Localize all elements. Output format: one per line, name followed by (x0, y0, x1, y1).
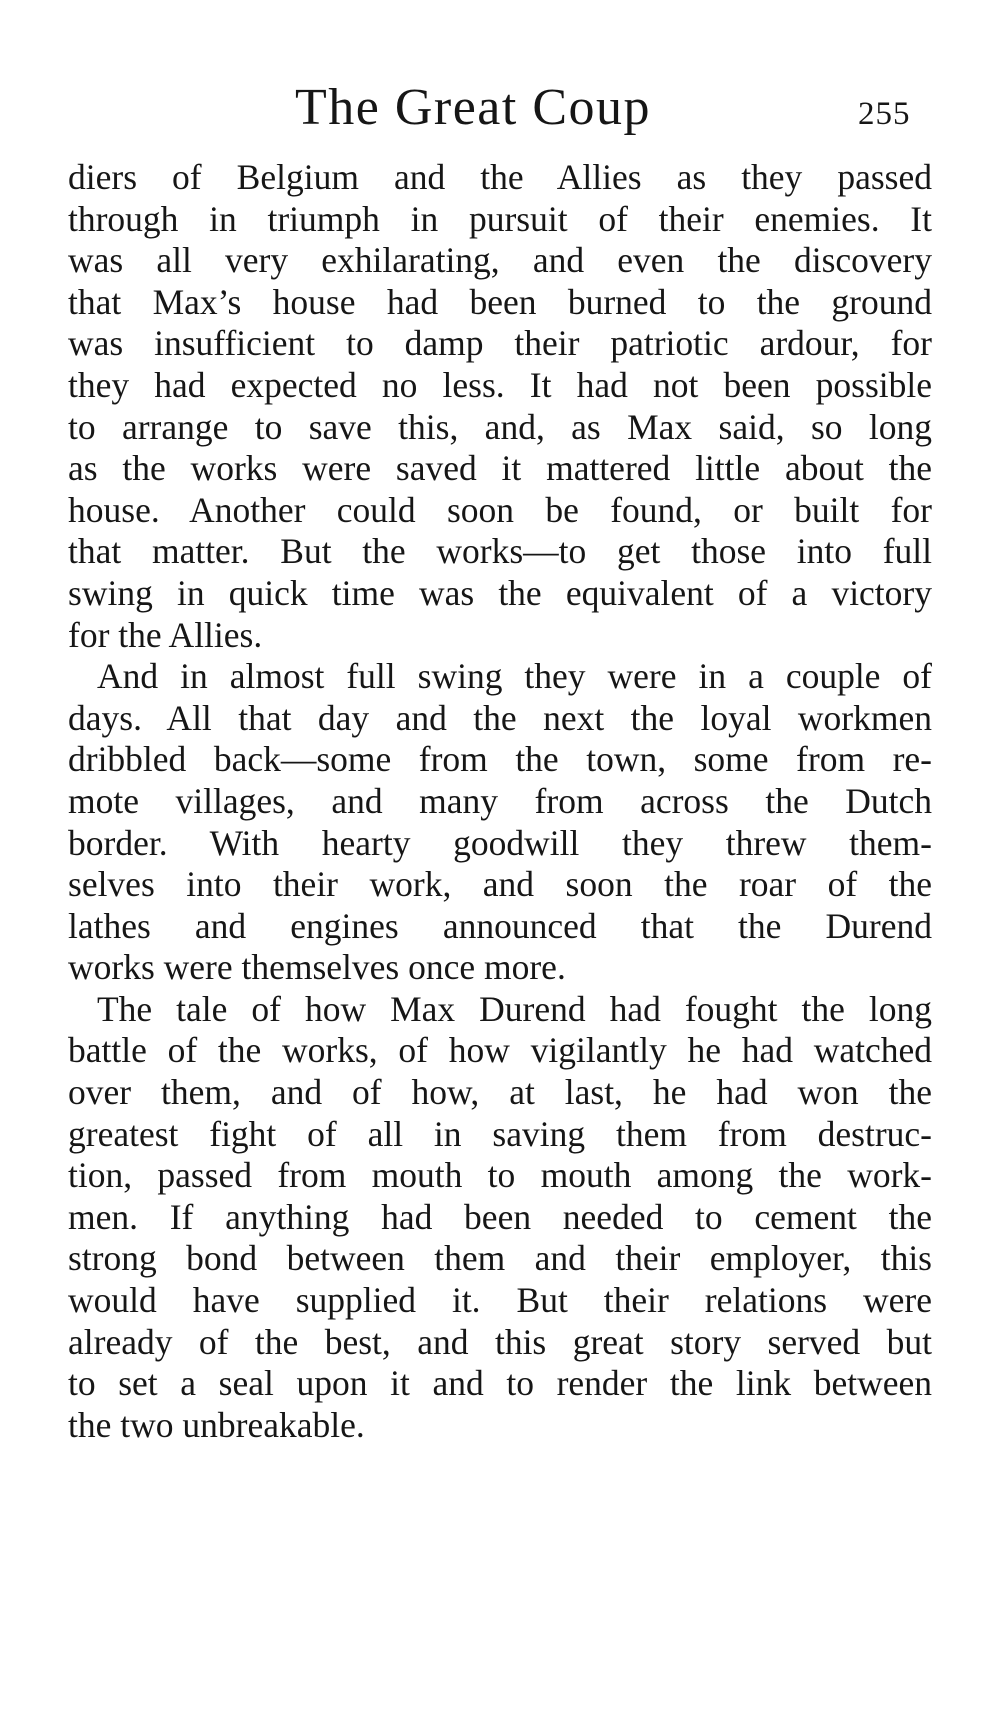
text-line: was insufficient to damp their patriotic ardour, for (68, 323, 932, 364)
text-line: was all very exhilarating, and even the discovery (68, 240, 932, 281)
text-line: strong bond between them and their employer, this (68, 1238, 932, 1279)
text-line: that matter. But the works—to get those into full (68, 531, 932, 572)
text-line: works were themselves once more. (68, 947, 566, 988)
text-line: already of the best, and this great story served but (68, 1321, 932, 1362)
text-line: diers of Belgium and the Allies as they passed (68, 157, 932, 197)
text-line: to set a seal upon it and to render the link between (68, 1363, 932, 1404)
text-line: mote villages, and many from across the Dutch (68, 780, 932, 821)
text-line: to arrange to save this, and, as Max said, so long (68, 406, 932, 447)
text-line: as the works were saved it mattered little about the (68, 448, 932, 489)
text-line: that Max’s house had been burned to the ground (68, 281, 932, 322)
text-line: greatest fight of all in saving them from destruc- (68, 1113, 932, 1154)
running-head (0, 78, 1000, 138)
text-line: the two unbreakable. (68, 1404, 365, 1445)
text-line: over them, and of how, at last, he had won the (68, 1072, 932, 1113)
text-line: swing in quick time was the equivalent of a victory (68, 572, 932, 613)
body-text (68, 157, 932, 1446)
paragraph-2 (68, 656, 932, 989)
page-number: 255 (858, 96, 911, 132)
text-line: tion, passed from mouth to mouth among the work- (68, 1155, 932, 1196)
text-line: border. With hearty goodwill they threw them- (68, 822, 932, 863)
paragraph-1 (68, 157, 932, 656)
text-line: And in almost full swing they were in a couple of (97, 656, 932, 697)
text-line: selves into their work, and soon the roar of the (68, 864, 932, 905)
text-line: would have supplied it. But their relations were (68, 1280, 932, 1321)
paragraph-3 (68, 989, 932, 1447)
text-line: house. Another could soon be found, or built for (68, 489, 932, 530)
text-line: The tale of how Max Durend had fought the long (97, 988, 932, 1029)
text-line: days. All that day and the next the loyal workmen (68, 697, 932, 738)
text-line: men. If anything had been needed to cement the (68, 1196, 932, 1237)
running-title: The Great Coup (295, 79, 652, 136)
text-line: dribbled back—some from the town, some from re- (68, 739, 932, 780)
text-line: they had expected no less. It had not been possible (68, 364, 932, 405)
text-line: battle of the works, of how vigilantly he had watched (68, 1030, 932, 1071)
text-line: lathes and engines announced that the Durend (68, 905, 932, 946)
text-line: through in triumph in pursuit of their enemies. It (68, 198, 932, 239)
text-line: for the Allies. (68, 614, 263, 655)
